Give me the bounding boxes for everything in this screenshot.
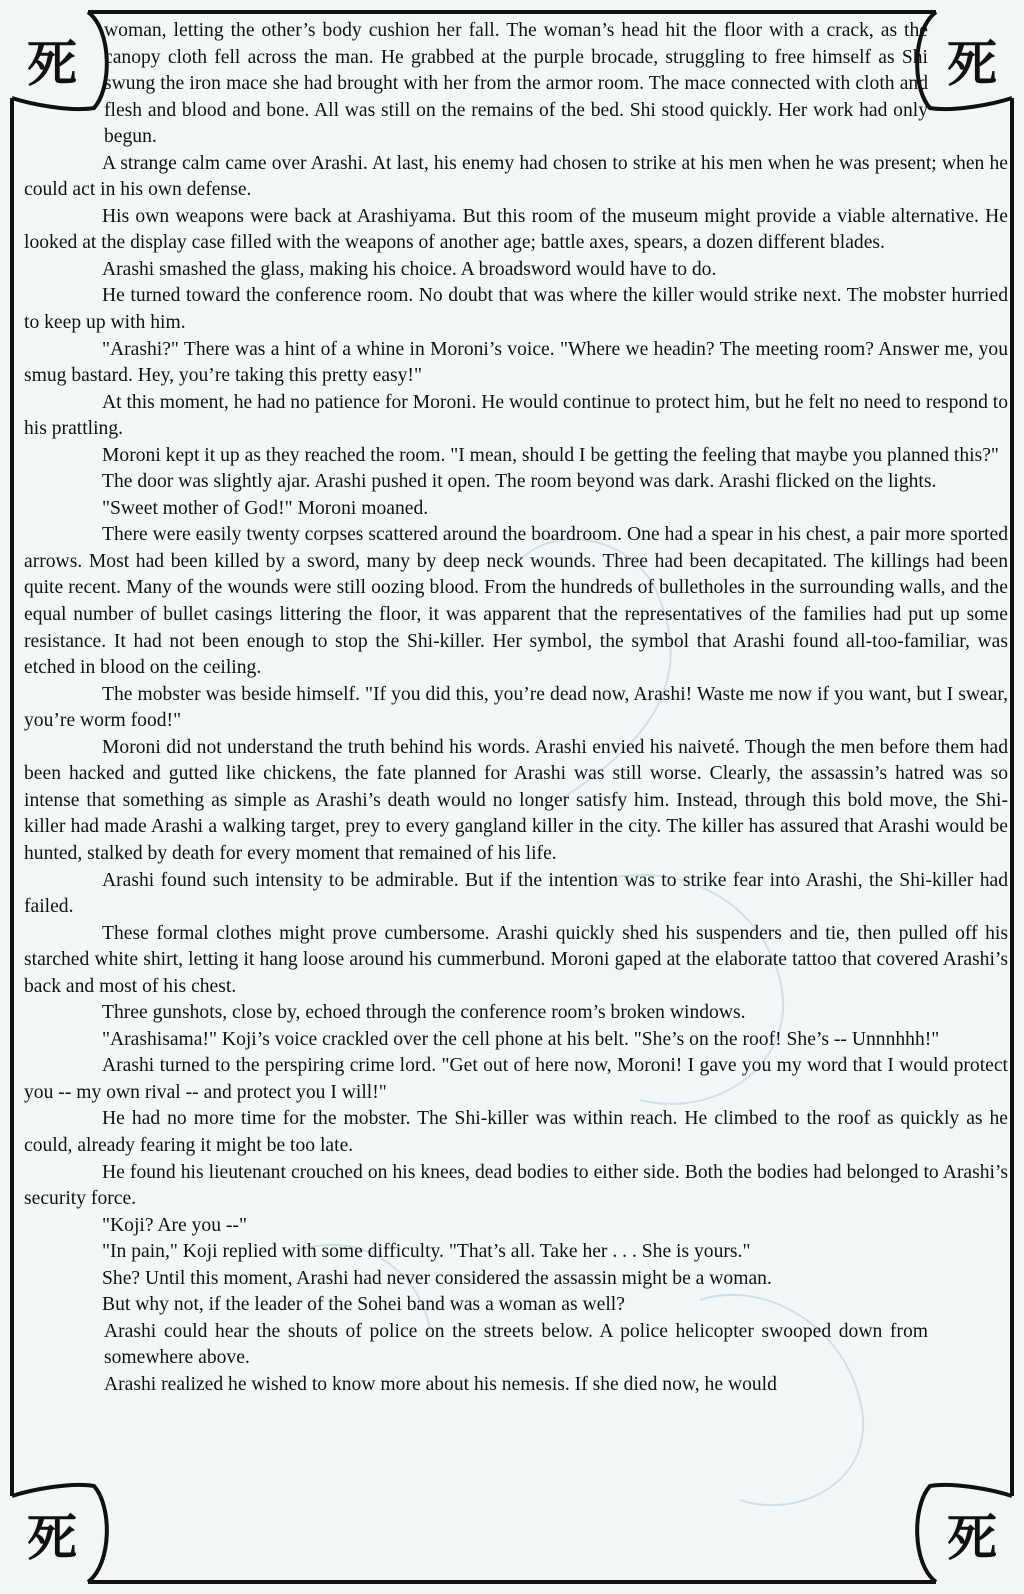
shi-glyph-bottom-left: 死 — [27, 1508, 77, 1567]
paragraph: A strange calm came over Arashi. At last, his enemy had chosen to strike at his men when he was present; when he could act in his own defense. — [24, 152, 1008, 201]
paragraph: woman, letting the other’s body cushion her fall. The woman’s head hit the floor with a crack, as the canopy cloth fell across the man. He grabbed at the purple brocade, struggling to free himself as Shi swung the iron mace she had brought with her from the armor room. The mace connected with cloth and flesh and blood and bone. All was still on the remains of the bed. Shi stood quickly. Her work had only begun. — [104, 20, 928, 148]
shi-glyph-top-left: 死 — [27, 34, 77, 93]
paragraph: The mobster was beside himself. "If you did this, you’re dead now, Arashi! Waste me now if you want, but I swear, you’re worm food!" — [24, 683, 1008, 732]
paragraph: "Koji? Are you --" — [102, 1214, 247, 1236]
paragraph: But why not, if the leader of the Sohei band was a woman as well? — [102, 1294, 625, 1316]
paragraph: The door was slightly ajar. Arashi pushed it open. The room beyond was dark. Arashi flicked on the lights. — [102, 471, 937, 493]
paragraph: Arashi found such intensity to be admirable. But if the intention was to strike fear into Arashi, the Shi-killer had failed. — [24, 869, 1008, 918]
paragraph: "Arashi?" There was a hint of a whine in Moroni’s voice. "Where we headin? The meeting room? Answer me, you smug bastard. Hey, you’re taking this pretty easy!" — [24, 338, 1008, 387]
paragraph: Arashi could hear the shouts of police on the streets below. A police helicopter swooped down from somewhere above. — [104, 1320, 928, 1369]
shi-glyph-top-right: 死 — [947, 34, 997, 93]
paragraph: "Arashisama!" Koji’s voice crackled over the cell phone at his belt. "She’s on the roof! She’s -- Unnnhhh!" — [102, 1028, 940, 1050]
paragraph: There were easily twenty corpses scattered around the boardroom. One had a spear in his chest, a pair more sported arrows. Most had been killed by a sword, many by deep neck wounds. Three had been decapitated. The killings had been quite recent. Many of the wounds were still oozing blood. From the hundreds of bulletholes in the surrounding walls, and the equal number of bullet casings littering the floor, it was apparent that the representatives of the families had put up some resistance. It had not been enough to stop the Shi-killer. Her symbol, the symbol that Arashi found all-too-familiar, was etched in blood on the ceiling. — [24, 524, 1008, 679]
shi-glyph-bottom-right: 死 — [947, 1508, 997, 1567]
paragraph: Three gunshots, close by, echoed through the conference room’s broken windows. — [102, 1002, 746, 1024]
paragraph: She? Until this moment, Arashi had never considered the assassin might be a woman. — [102, 1267, 772, 1289]
paragraph: Moroni did not understand the truth behind his words. Arashi envied his naiveté. Though the men before them had been hacked and gutted like chickens, the fate planned for Arashi was still worse. Clearly, the assassin’s hatred was so intense that something as simple as Arashi’s death would no longer satisfy him. Instead, through this bold move, the Shi-killer had made Arashi a walking target, prey to every gangland killer in the city. The killer has assured that Arashi would be hunted, stalked by death for every moment that remained of his life. — [24, 736, 1008, 864]
paragraph: He had no more time for the mobster. The Shi-killer was within reach. He climbed to the roof as quickly as he could, already fearing it might be too late. — [24, 1108, 1008, 1156]
paragraph: These formal clothes might prove cumbersome. Arashi quickly shed his suspenders and tie, then pulled off his starched white shirt, letting it hang loose around his cummerbund. Moroni gaped at the elaborate tattoo that covered Arashi’s back and most of his chest. — [24, 922, 1008, 997]
paragraph: His own weapons were back at Arashiyama. But this room of the museum might provide a viable alternative. He looked at the display case filled with the weapons of another age; battle axes, spears, a dozen different blades. — [24, 205, 1008, 254]
body-text — [24, 18, 1008, 1398]
paragraph: "Sweet mother of God!" Moroni moaned. — [102, 497, 429, 519]
paragraph: "In pain," Koji replied with some difficulty. "That’s all. Take her . . . She is yours." — [102, 1241, 751, 1263]
paragraph: At this moment, he had no patience for Moroni. He would continue to protect him, but he felt no need to respond to his prattling. — [24, 391, 1009, 440]
paragraph: Moroni kept it up as they reached the room. "I mean, should I be getting the feeling that maybe you planned this?" — [102, 444, 999, 466]
paragraph: He turned toward the conference room. No doubt that was where the killer would strike next. The mobster hurried to keep up with him. — [24, 285, 1008, 334]
paragraph: Arashi realized he wished to know more about his nemesis. If she died now, he would — [104, 1373, 777, 1395]
paragraph: He found his lieutenant crouched on his knees, dead bodies to either side. Both the bodies had belonged to Arashi’s security force. — [24, 1161, 1008, 1210]
paragraph: Arashi smashed the glass, making his choice. A broadsword would have to do. — [102, 258, 717, 280]
paragraph: Arashi turned to the perspiring crime lord. "Get out of here now, Moroni! I gave you my word that I would protect you -- my own rival -- and protect you I will!" — [24, 1055, 1008, 1103]
